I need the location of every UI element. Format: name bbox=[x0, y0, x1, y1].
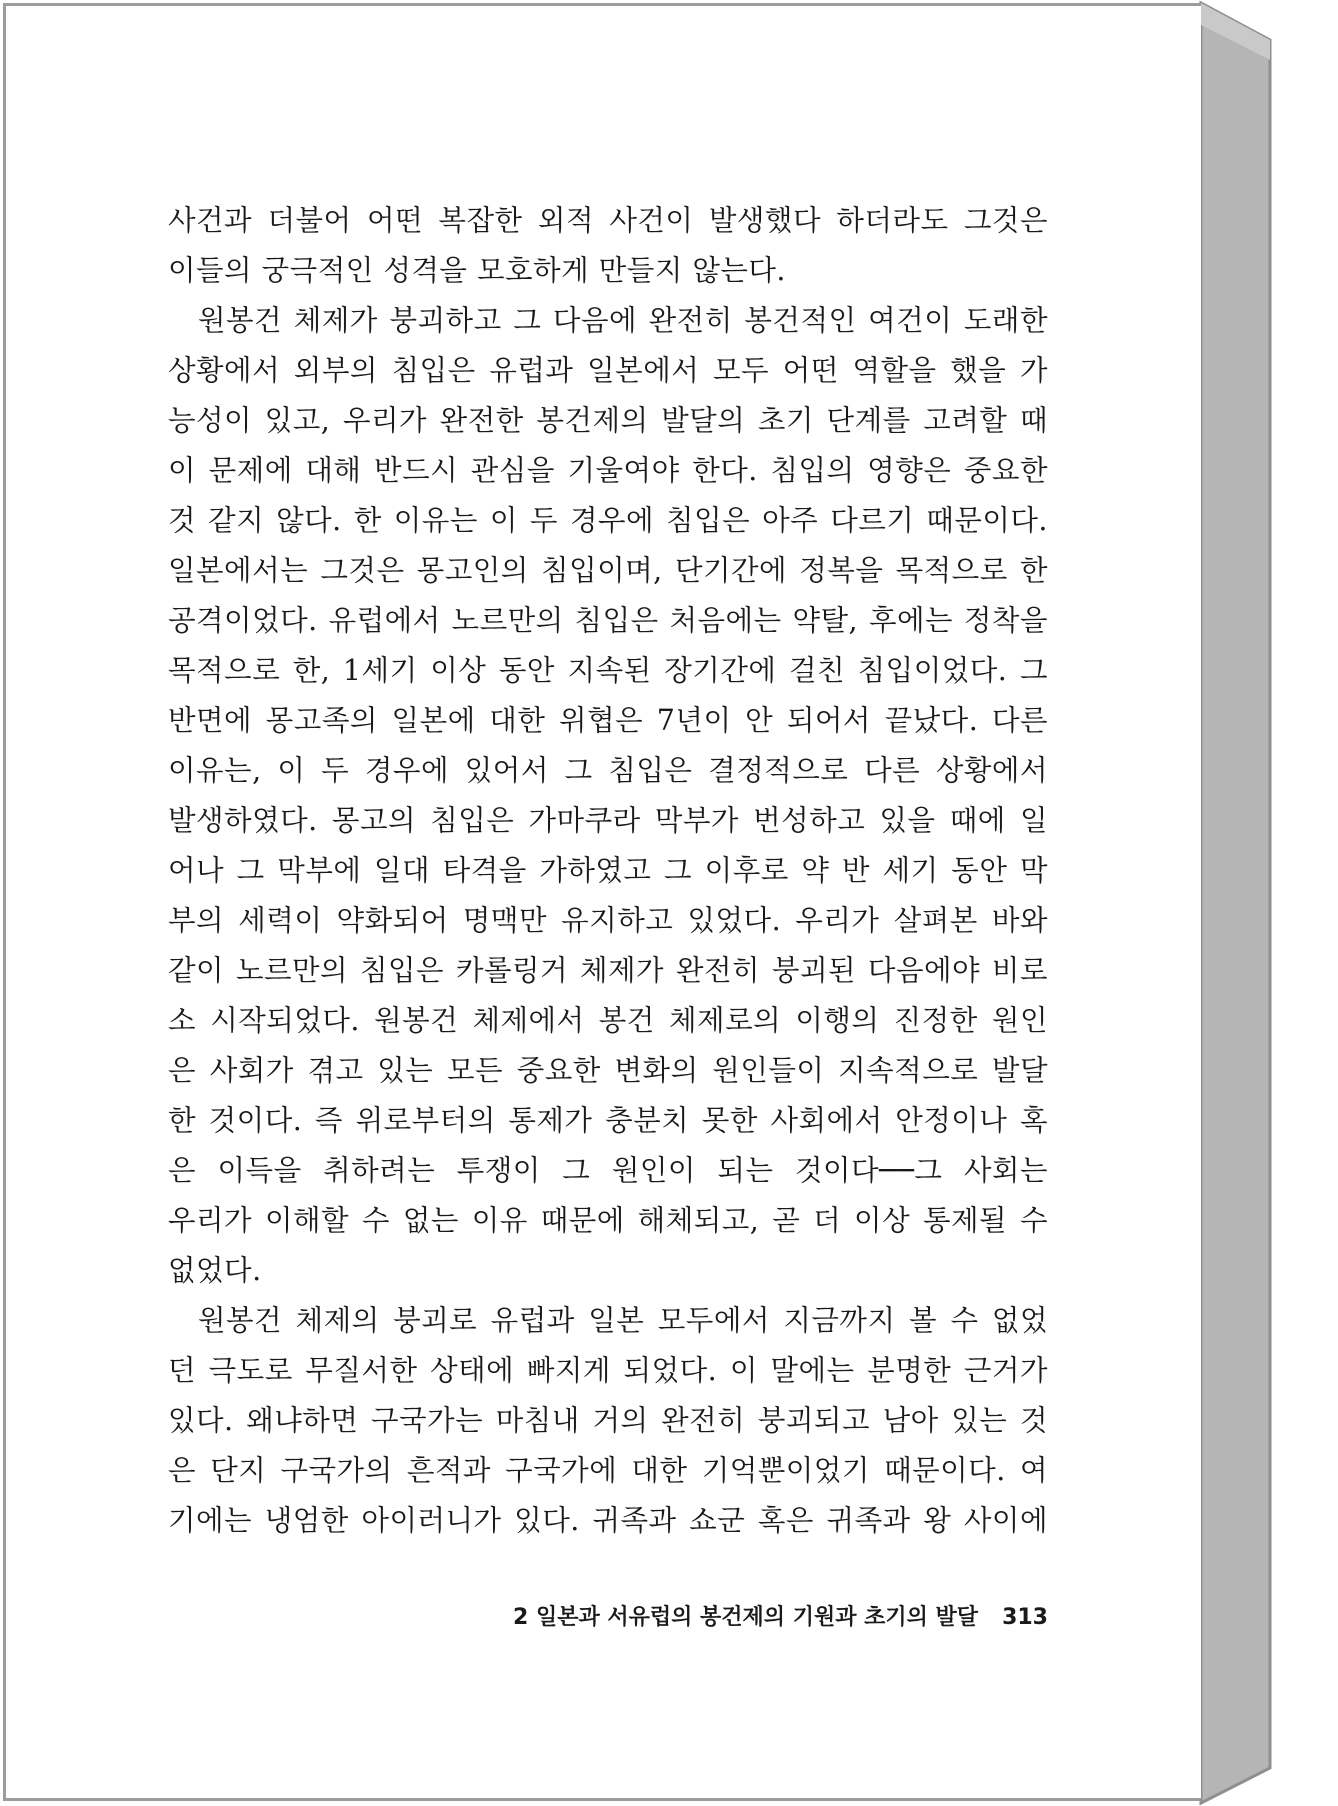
text-line: 있다. 왜냐하면 구국가는 마침내 거의 완전히 붕괴되고 남아 있는 것 bbox=[168, 1404, 1048, 1437]
text-line: 은 사회가 겪고 있는 모든 중요한 변화의 원인들이 지속적으로 발달 bbox=[168, 1054, 1048, 1087]
text-line: 소 시작되었다. 원봉건 체제에서 봉건 체제로의 이행의 진정한 원인 bbox=[168, 1004, 1048, 1037]
text-line: 부의 세력이 약화되어 명맥만 유지하고 있었다. 우리가 살펴본 바와 bbox=[168, 904, 1048, 937]
text-line: 은 이득을 취하려는 투쟁이 그 원인이 되는 것이다──그 사회는 bbox=[168, 1154, 1048, 1187]
text-line: 이유는, 이 두 경우에 있어서 그 침입은 결정적으로 다른 상황에서 bbox=[168, 754, 1048, 787]
text-line: 이들의 궁극적인 성격을 모호하게 만들지 않는다. bbox=[168, 254, 786, 287]
text-line: 능성이 있고, 우리가 완전한 봉건제의 발달의 초기 단계를 고려할 때 bbox=[168, 404, 1048, 437]
text-line: 사건과 더불어 어떤 복잡한 외적 사건이 발생했다 하더라도 그것은 bbox=[168, 204, 1048, 237]
text-line: 한 것이다. 즉 위로부터의 통제가 충분치 못한 사회에서 안정이나 혹 bbox=[168, 1104, 1048, 1137]
text-line: 같이 노르만의 침입은 카롤링거 체제가 완전히 붕괴된 다음에야 비로 bbox=[168, 954, 1048, 987]
text-line: 없었다. bbox=[168, 1254, 262, 1287]
body-text bbox=[168, 196, 1048, 1546]
text-line: 어나 그 막부에 일대 타격을 가하였고 그 이후로 약 반 세기 동안 막 bbox=[168, 854, 1048, 887]
text-line: 이 문제에 대해 반드시 관심을 기울여야 한다. 침입의 영향은 중요한 bbox=[168, 454, 1048, 487]
text-line: 던 극도로 무질서한 상태에 빠지게 되었다. 이 말에는 분명한 근거가 bbox=[168, 1354, 1048, 1387]
text-line: 기에는 냉엄한 아이러니가 있다. 귀족과 쇼군 혹은 귀족과 왕 사이에 bbox=[168, 1504, 1048, 1537]
text-line: 상황에서 외부의 침입은 유럽과 일본에서 모두 어떤 역할을 했을 가 bbox=[168, 354, 1048, 387]
text-line: 것 같지 않다. 한 이유는 이 두 경우에 침입은 아주 다르기 때문이다. bbox=[168, 504, 1048, 537]
chapter-title: 2 일본과 서유럽의 봉건제의 기원과 초기의 발달 bbox=[513, 1605, 979, 1630]
text-line: 반면에 몽고족의 일본에 대한 위협은 7년이 안 되어서 끝났다. 다른 bbox=[168, 704, 1048, 737]
text-line: 우리가 이해할 수 없는 이유 때문에 해체되고, 곧 더 이상 통제될 수 bbox=[168, 1204, 1048, 1237]
text-line: 은 단지 구국가의 흔적과 구국가에 대한 기억뿐이었기 때문이다. 여 bbox=[168, 1454, 1048, 1487]
text-line: 원봉건 체제가 붕괴하고 그 다음에 완전히 봉건적인 여건이 도래한 bbox=[198, 304, 1048, 337]
running-footer bbox=[168, 1600, 1048, 1636]
page-number: 313 bbox=[1002, 1605, 1048, 1630]
text-line: 공격이었다. 유럽에서 노르만의 침입은 처음에는 약탈, 후에는 정착을 bbox=[168, 604, 1048, 637]
text-line: 일본에서는 그것은 몽고인의 침입이며, 단기간에 정복을 목적으로 한 bbox=[168, 554, 1048, 587]
text-line: 원봉건 체제의 붕괴로 유럽과 일본 모두에서 지금까지 볼 수 없었 bbox=[198, 1304, 1048, 1337]
text-line: 목적으로 한, 1세기 이상 동안 지속된 장기간에 걸친 침입이었다. 그 bbox=[168, 654, 1048, 687]
text-line: 발생하였다. 몽고의 침입은 가마쿠라 막부가 번성하고 있을 때에 일 bbox=[168, 804, 1048, 837]
